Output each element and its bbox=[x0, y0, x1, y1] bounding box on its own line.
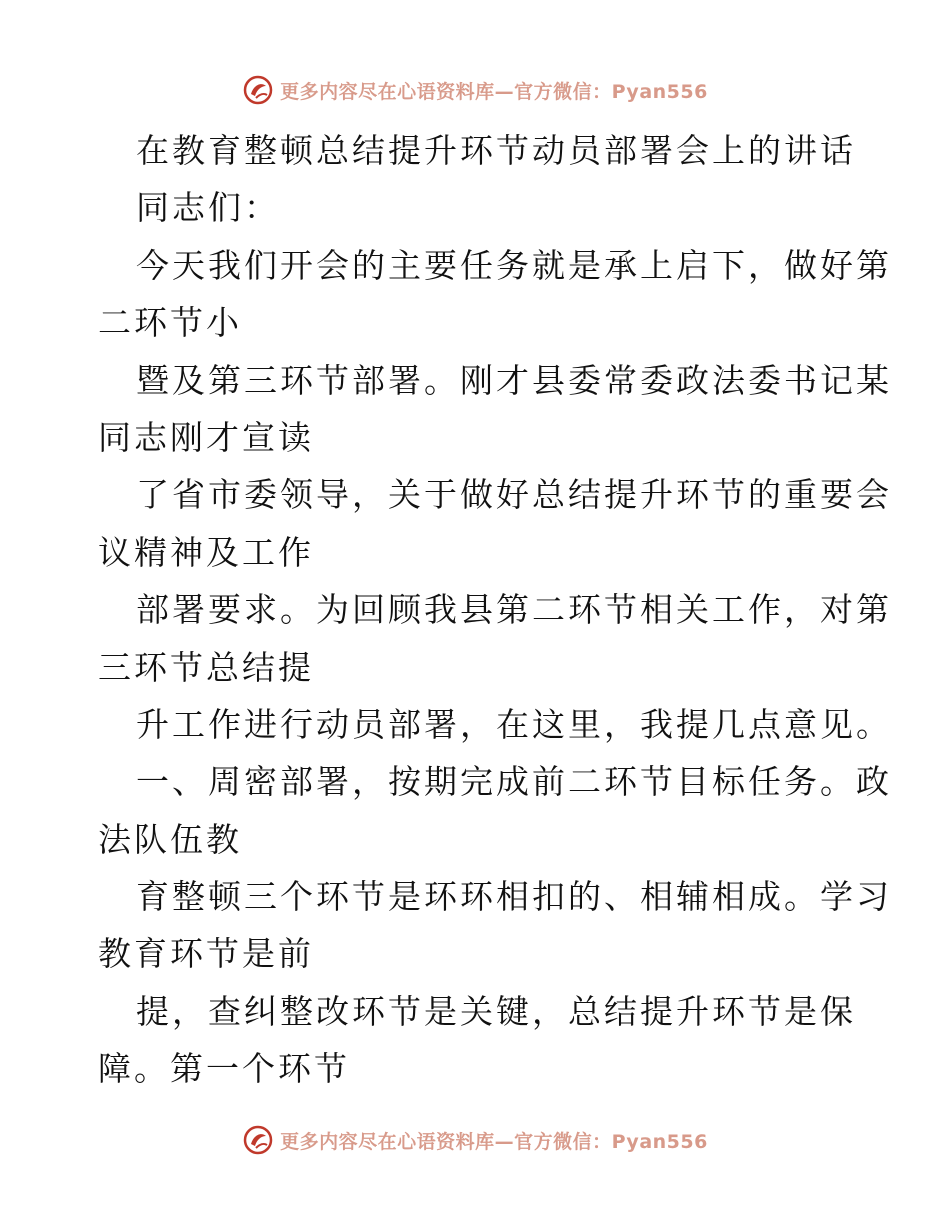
paragraph-line: 二环节小 bbox=[98, 303, 242, 343]
document-body bbox=[98, 122, 892, 1098]
paragraph-line: 提，查纠整改环节是关键，总结提升环节是保 bbox=[136, 991, 856, 1031]
document-title: 在教育整顿总结提升环节动员部署会上的讲话 bbox=[136, 131, 856, 170]
paragraph-line: 升工作进行动员部署，在这里，我提几点意见。 bbox=[136, 704, 892, 744]
paragraph-line: 育整顿三个环节是环环相扣的、相辅相成。学习 bbox=[136, 877, 892, 917]
section-heading-line: 一、周密部署，按期完成前二环节目标任务。政 bbox=[136, 762, 892, 802]
paragraph-line: 三环节总结提 bbox=[98, 647, 314, 687]
footer-banner-text: 更多内容尽在心语资料库—官方微信：Pyan556 bbox=[280, 1130, 708, 1153]
paragraph-line: 部署要求。为回顾我县第二环节相关工作，对第 bbox=[136, 590, 892, 630]
paragraph-line: 议精神及工作 bbox=[98, 532, 314, 572]
footer-banner bbox=[0, 1120, 950, 1160]
paragraph-line: 教育环节是前 bbox=[98, 934, 314, 974]
paragraph-line: 法队伍教 bbox=[98, 819, 242, 859]
paragraph-line: 障。第一个环节 bbox=[98, 1049, 350, 1089]
salutation: 同志们： bbox=[136, 188, 280, 228]
paragraph-line: 同志刚才宣读 bbox=[98, 417, 314, 457]
header-banner bbox=[0, 70, 950, 110]
swirl-logo-icon bbox=[242, 1124, 274, 1156]
paragraph-line: 今天我们开会的主要任务就是承上启下，做好第 bbox=[136, 245, 892, 285]
paragraph-line: 了省市委领导，关于做好总结提升环节的重要会 bbox=[136, 475, 892, 515]
header-banner-text: 更多内容尽在心语资料库—官方微信：Pyan556 bbox=[280, 80, 708, 103]
swirl-logo-icon bbox=[242, 74, 274, 106]
paragraph-line: 暨及第三环节部署。刚才县委常委政法委书记某 bbox=[136, 360, 892, 400]
